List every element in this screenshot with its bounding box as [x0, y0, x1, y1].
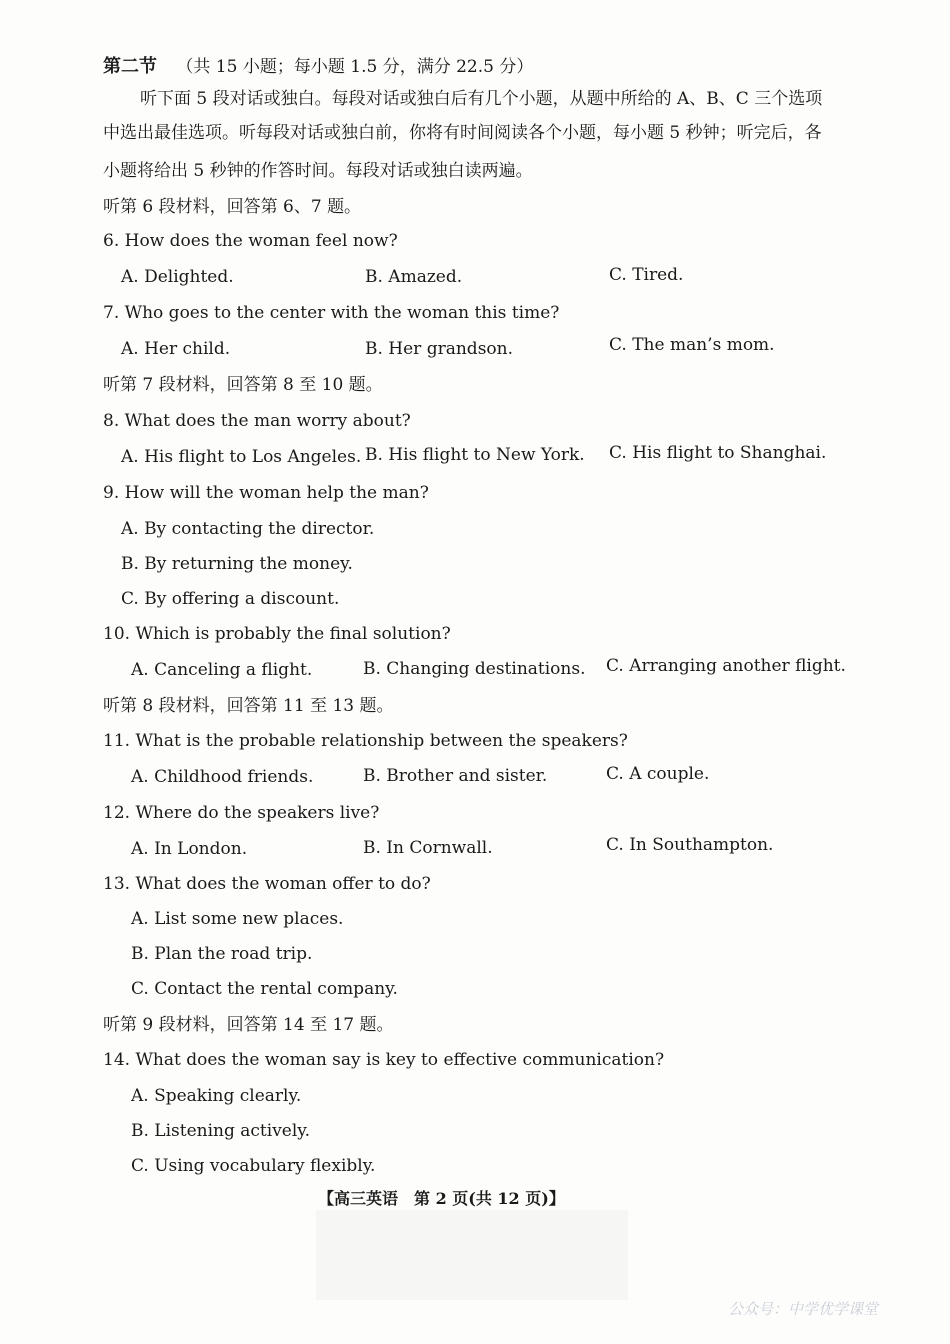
option-c: C. His flight to Shanghai.: [609, 443, 827, 463]
option-a: A. Canceling a flight.: [131, 660, 313, 680]
option-a: A. Delighted.: [121, 267, 234, 287]
option-a: A. In London.: [131, 839, 248, 859]
option-c: C. A couple.: [606, 764, 710, 784]
option-c: C. The man’s mom.: [609, 335, 775, 355]
question-stem: 12. Where do the speakers live?: [103, 803, 380, 823]
group-heading: 听第 6 段材料，回答第 6、7 题。: [103, 197, 362, 217]
option-c: C. Arranging another flight.: [606, 656, 846, 676]
footer-shade: [316, 1210, 628, 1300]
option-b: B. His flight to New York.: [365, 445, 585, 465]
section-header: [103, 56, 533, 78]
option-b: B. By returning the money.: [121, 554, 353, 574]
option-c: C. Tired.: [609, 265, 684, 285]
option-a: A. List some new places.: [131, 909, 344, 929]
question-stem: 14. What does the woman say is key to effective communication?: [103, 1050, 665, 1070]
question-stem: 11. What is the probable relationship between the speakers?: [103, 731, 628, 751]
question-stem: 10. Which is probably the final solution?: [103, 624, 451, 644]
option-a: A. Childhood friends.: [131, 767, 314, 787]
option-b: B. Listening actively.: [131, 1121, 311, 1141]
instruction-line-3: 小题将给出 5 秒钟的作答时间。每段对话或独白读两遍。: [103, 161, 533, 181]
option-c: C. In Southampton.: [606, 835, 774, 855]
option-b: B. Plan the road trip.: [131, 944, 313, 964]
option-b: B. In Cornwall.: [363, 838, 493, 858]
question-stem: 7. Who goes to the center with the woman this time?: [103, 303, 560, 323]
instruction-line-1: 听下面 5 段对话或独白。每段对话或独白后有几个小题，从题中所给的 A、B、C 三个选项: [140, 89, 823, 109]
instruction-line-2: 中选出最佳选项。听每段对话或独白前，你将有时间阅读各个小题，每小题 5 秒钟；听完后，各: [103, 123, 822, 143]
option-c: C. By offering a discount.: [121, 589, 340, 609]
option-b: B. Brother and sister.: [363, 766, 548, 786]
group-heading: 听第 9 段材料，回答第 14 至 17 题。: [103, 1015, 394, 1035]
question-stem: 13. What does the woman offer to do?: [103, 874, 431, 894]
section-subtitle: （共 15 小题；每小题 1.5 分，满分 22.5 分）: [176, 57, 534, 77]
option-a: A. His flight to Los Angeles.: [121, 447, 362, 467]
group-heading: 听第 8 段材料，回答第 11 至 13 题。: [103, 696, 394, 716]
group-heading: 听第 7 段材料，回答第 8 至 10 题。: [103, 375, 383, 395]
option-a: A. By contacting the director.: [121, 519, 375, 539]
option-c: C. Using vocabulary flexibly.: [131, 1156, 376, 1176]
watermark-text: 公众号：中学优学课堂: [728, 1300, 879, 1318]
question-stem: 6. How does the woman feel now?: [103, 231, 398, 251]
question-stem: 8. What does the man worry about?: [103, 411, 411, 431]
section-title: 第二节: [103, 56, 157, 77]
option-a: A. Her child.: [121, 339, 231, 359]
option-b: B. Her grandson.: [365, 339, 514, 359]
question-stem: 9. How will the woman help the man?: [103, 483, 429, 503]
page-footer: 【高三英语 第 2 页(共 12 页)】: [318, 1189, 565, 1208]
option-c: C. Contact the rental company.: [131, 979, 398, 999]
option-b: B. Amazed.: [365, 267, 463, 287]
option-a: A. Speaking clearly.: [131, 1086, 302, 1106]
option-b: B. Changing destinations.: [363, 659, 586, 679]
